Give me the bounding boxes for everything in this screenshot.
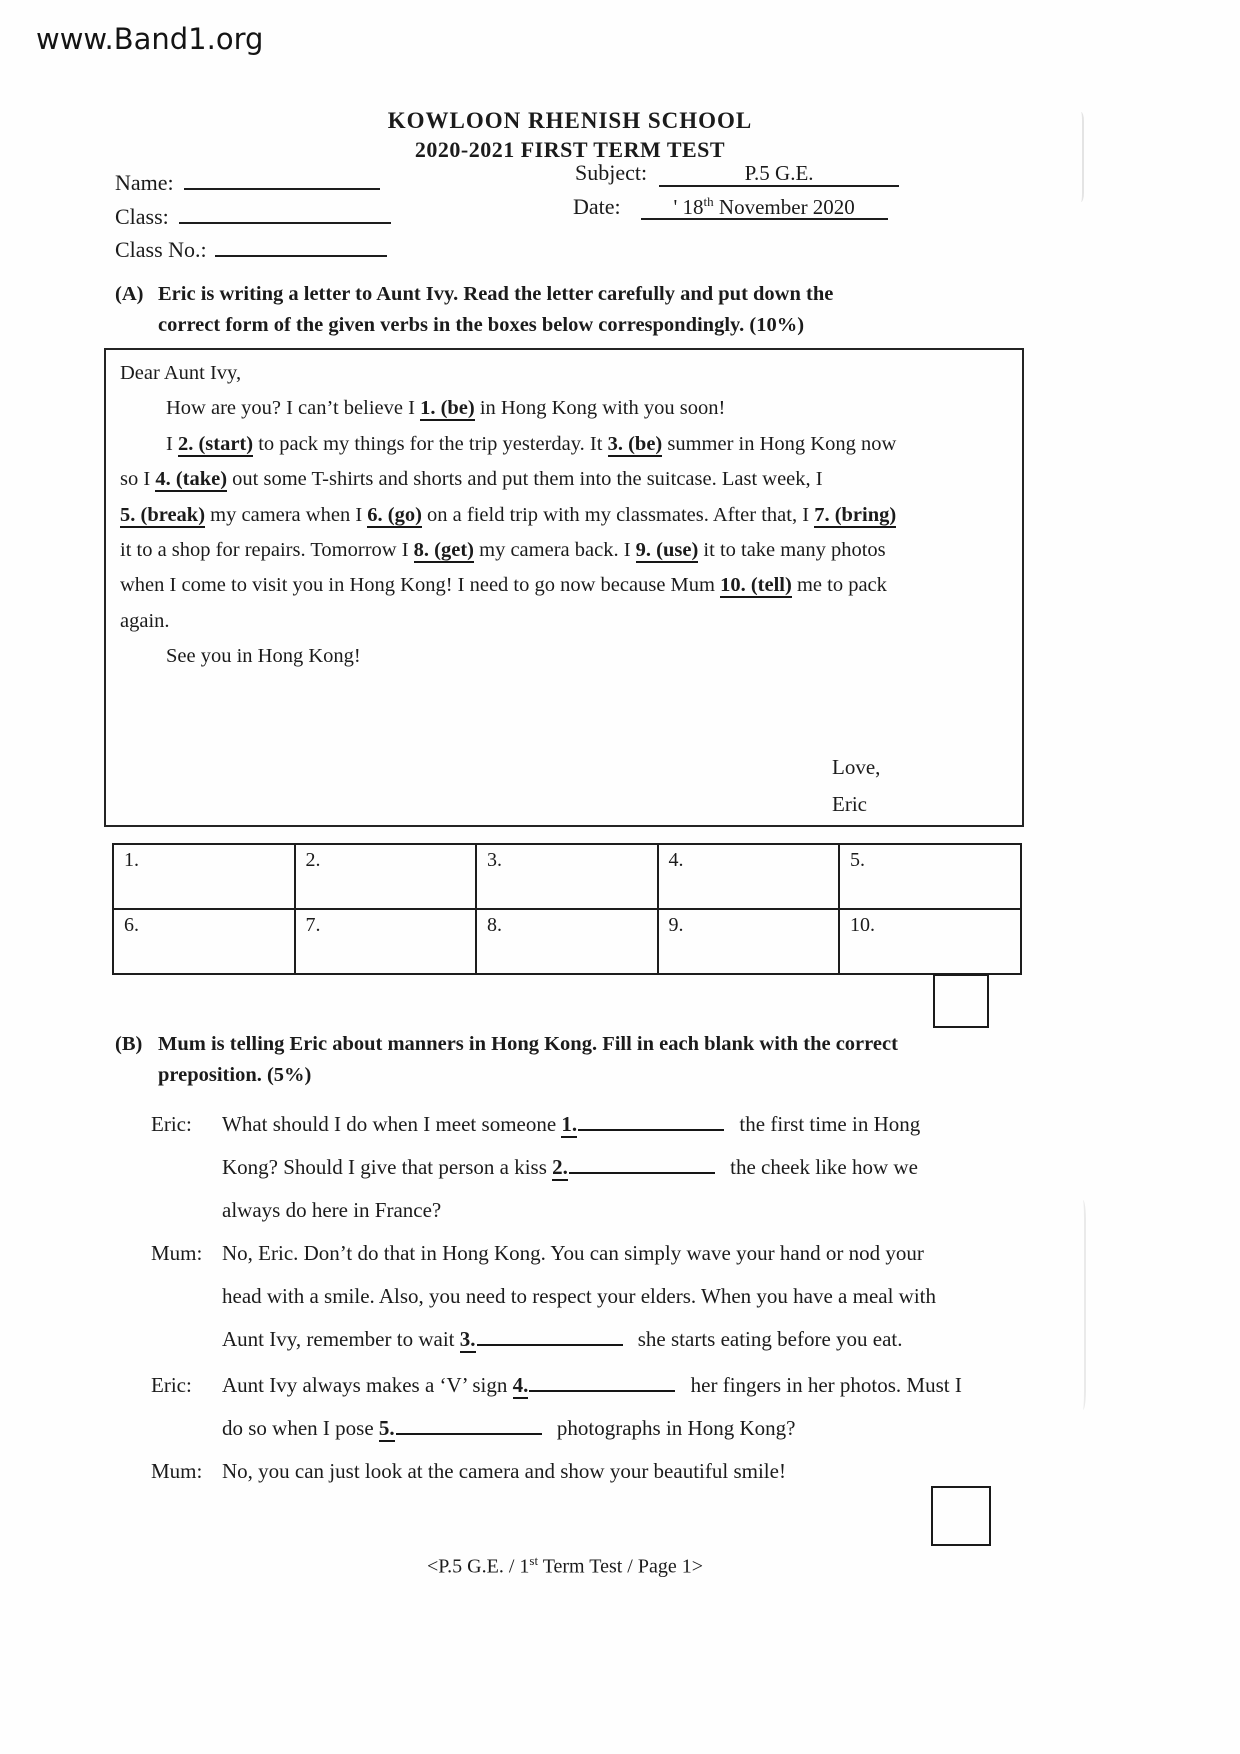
subject-label: Subject: <box>575 160 648 185</box>
date-label: Date: <box>573 194 621 219</box>
closing-line: Eric <box>832 791 867 816</box>
date-value: ' 18th November 2020 <box>641 194 888 220</box>
blank-number: 4. <box>512 1373 529 1397</box>
letter-line: How are you? I can’t believe I 1. (be) in Hong Kong with you soon! <box>166 397 726 420</box>
watermark: www.Band1.org <box>36 22 264 56</box>
verb-hint: 8. (get) <box>413 538 475 561</box>
verb-hint: 2. (start) <box>177 432 254 455</box>
verb-hint: 1. (be) <box>420 397 475 420</box>
answer-table-row <box>113 909 1021 974</box>
score-box <box>933 974 989 1028</box>
verb-hint: 10. (tell) <box>720 574 792 597</box>
answer-table-body <box>113 844 1021 974</box>
answer-blank-line <box>529 1371 675 1392</box>
dialogue-turn <box>151 1450 1031 1493</box>
page-footer: <P.5 G.E. / 1st Term Test / Page 1> <box>426 1553 704 1578</box>
letter-line: See you in Hong Kong! <box>166 645 361 668</box>
answer-table-cell: 1. <box>113 844 295 909</box>
class-no-blank-line <box>215 231 387 257</box>
answer-table-cell: 6. <box>113 909 295 974</box>
scan-artifact <box>1078 112 1084 202</box>
answer-table-cell: 3. <box>476 844 658 909</box>
dialogue-line: Kong? Should I give that person a kiss 2. the cheek like how we <box>222 1155 918 1179</box>
section-a-instructions <box>158 279 975 341</box>
name-field-row <box>115 164 380 196</box>
blank-number: 2. <box>552 1155 568 1179</box>
letter-closing <box>832 749 1008 823</box>
section-a-heading <box>115 279 975 341</box>
section-b-heading <box>115 1029 975 1091</box>
dialogue-line: Aunt Ivy, remember to wait 3. she starts eating before you eat. <box>222 1327 903 1351</box>
verb-hint: 4. (take) <box>155 468 228 491</box>
answer-table-cell: 2. <box>295 844 477 909</box>
class-label: Class: <box>115 204 169 229</box>
blank-number: 1. <box>561 1112 578 1136</box>
dialogue-speaker: Eric: <box>151 1373 192 1397</box>
dialogue-line: What should I do when I meet someone 1. the first time in Hong <box>222 1112 921 1136</box>
dialogue-line: do so when I pose 5. photographs in Hong Kong? <box>222 1416 796 1440</box>
class-field-row <box>115 198 391 230</box>
subject-value: P.5 G.E. <box>659 161 899 187</box>
date-field-row <box>573 194 888 220</box>
blank-number: 5. <box>378 1416 395 1440</box>
answer-table-cell: 10. <box>839 909 1021 974</box>
letter-line: it to a shop for repairs. Tomorrow I 8. (get) my camera back. I 9. (use) it to take many photos <box>120 538 886 561</box>
closing-line: Love, <box>832 754 881 779</box>
section-b-label: (B) <box>115 1033 143 1055</box>
dialogue-line: head with a smile. Also, you need to respect your elders. When you have a meal with <box>222 1284 936 1308</box>
instruction-line: preposition. (5%) <box>158 1064 312 1086</box>
letter-line: 5. (break) my camera when I 6. (go) on a field trip with my classmates. After that, I 7. (bring) <box>120 503 897 526</box>
letter-body <box>120 391 1008 674</box>
name-blank-line <box>184 164 380 190</box>
answer-table-cell: 4. <box>658 844 840 909</box>
answer-table-cell: 8. <box>476 909 658 974</box>
answer-table-cell: 9. <box>658 909 840 974</box>
section-a-label: (A) <box>115 283 144 305</box>
answer-table-row <box>113 844 1021 909</box>
test-title: 2020-2021 FIRST TERM TEST <box>414 137 726 162</box>
verb-hint: 6. (go) <box>367 503 422 526</box>
name-label: Name: <box>115 170 174 195</box>
class-blank-line <box>179 198 391 224</box>
verb-hint: 7. (bring) <box>814 503 897 526</box>
dialogue-turn <box>151 1232 1031 1361</box>
dialogue-lines <box>222 1450 1031 1493</box>
score-box <box>931 1486 991 1546</box>
header <box>50 108 1090 163</box>
verb-hint: 5. (break) <box>120 503 206 526</box>
answer-blank-line <box>396 1414 542 1435</box>
dialogue-lines <box>222 1103 1031 1232</box>
answer-table-cell: 7. <box>295 909 477 974</box>
letter-line: when I come to visit you in Hong Kong! I need to go now because Mum 10. (tell) me to pack <box>120 574 887 597</box>
section-b-instructions <box>158 1029 975 1091</box>
blank-number: 3. <box>459 1327 476 1351</box>
letter-line: so I 4. (take) out some T-shirts and shorts and put them into the suitcase. Last week, I <box>120 468 823 491</box>
answer-blank-line <box>569 1153 715 1174</box>
dialogue-turn <box>151 1103 1031 1232</box>
dialogue-line: No, you can just look at the camera and show your beautiful smile! <box>222 1459 786 1483</box>
school-name: KOWLOON RHENISH SCHOOL <box>387 108 753 133</box>
instruction-line: correct form of the given verbs in the boxes below correspondingly. (10%) <box>158 314 805 336</box>
dialogue <box>151 1103 1031 1493</box>
instruction-line: Eric is writing a letter to Aunt Ivy. Read the letter carefully and put down the <box>158 283 834 305</box>
class-no-label: Class No.: <box>115 237 207 262</box>
dialogue-speaker: Mum: <box>151 1459 203 1483</box>
dialogue-speaker: Mum: <box>151 1241 203 1265</box>
letter-salutation: Dear Aunt Ivy, <box>120 362 242 384</box>
verb-hint: 3. (be) <box>607 432 663 455</box>
letter-line: again. <box>120 609 170 632</box>
dialogue-speaker: Eric: <box>151 1112 192 1136</box>
answer-table <box>112 843 1022 975</box>
dialogue-line: always do here in France? <box>222 1198 442 1222</box>
subject-field-row <box>575 160 899 187</box>
answer-blank-line <box>477 1325 623 1346</box>
dialogue-line: Aunt Ivy always makes a ‘V’ sign 4. her fingers in her photos. Must I <box>222 1373 962 1397</box>
class-no-field-row <box>115 231 387 263</box>
answer-table-cell: 5. <box>839 844 1021 909</box>
dialogue-lines <box>222 1232 1031 1361</box>
verb-hint: 9. (use) <box>635 538 699 561</box>
dialogue-lines <box>222 1364 1031 1450</box>
dialogue-line: No, Eric. Don’t do that in Hong Kong. You can simply wave your hand or nod your <box>222 1241 924 1265</box>
dialogue-turn <box>151 1364 1031 1450</box>
superscript: st <box>529 1553 539 1568</box>
instruction-line: Mum is telling Eric about manners in Hong Kong. Fill in each blank with the correct <box>158 1033 898 1055</box>
letter-box <box>104 348 1024 827</box>
scan-artifact <box>1080 1200 1086 1410</box>
superscript: th <box>703 194 714 209</box>
letter-line: I 2. (start) to pack my things for the trip yesterday. It 3. (be) summer in Hong Kong now <box>166 432 897 455</box>
answer-blank-line <box>578 1110 724 1131</box>
